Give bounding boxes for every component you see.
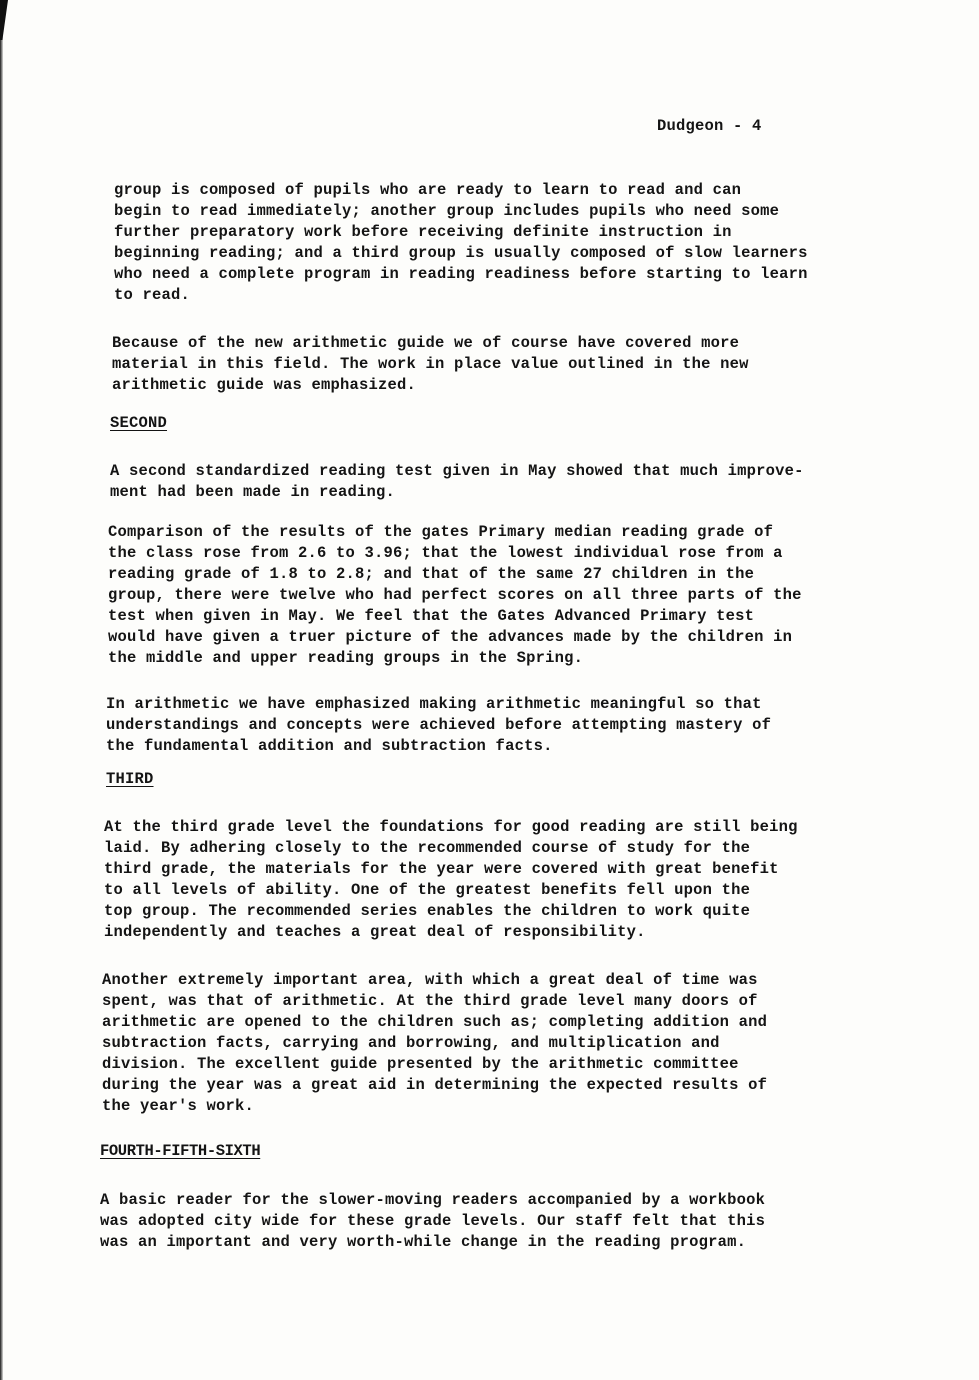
paragraph-reading-groups: group is composed of pupils who are ready to learn to read and can begin to read immediately; another group includes pupils who need some further preparatory work before receiving definite instruction in beginning reading; and a third group is usually composed of slow learners who need a complete program in reading readiness before starting to learn to read.	[114, 181, 808, 304]
paragraph-third-arithmetic: Another extremely important area, with which a great deal of time was spent, was that of arithmetic. At the third grade level many doors of arithmetic are opened to the children such as; completing addition and subtraction facts, carrying and borrowing, and multiplication and division. The excellent guide presented by the arithmetic committee during the year was a great aid in determining the expected results of the year's work.	[102, 971, 768, 1115]
heading-second: SECOND	[110, 414, 168, 432]
paragraph-second-reading-test: A second standardized reading test given in May showed that much improve- ment had been made in reading.	[110, 462, 804, 501]
paragraph-second-comparison: Comparison of the results of the gates Primary median reading grade of the class rose from 2.6 to 3.96; that the lowest individual rose from a reading grade of 1.8 to 2.8; and that of the same 27 children in the group, there were twelve who had perfect scores on all three parts of the test when given in May. We feel that the Gates Advanced Primary test would have given a truer picture of the advances made by the children in the middle and upper reading groups in the Spring.	[108, 523, 802, 667]
paragraph-basic-reader: A basic reader for the slower-moving readers accompanied by a workbook was adopted city wide for these grade levels. Our staff felt that this was an important and very worth-while change in the reading program.	[100, 1191, 766, 1251]
heading-fourth-fifth-sixth: FOURTH-FIFTH-SIXTH	[100, 1142, 261, 1160]
paragraph-arithmetic-guide: Because of the new arithmetic guide we of course have covered more material in this field. The work in place value outlined in the new arithmetic guide was emphasized.	[112, 334, 749, 394]
page-header: Dudgeon - 4	[657, 117, 762, 135]
page-edge-shadow	[0, 0, 3, 1380]
page-edge-mark	[0, 0, 8, 40]
paragraph-second-arithmetic: In arithmetic we have emphasized making arithmetic meaningful so that understandings and concepts were achieved before attempting mastery of the fundamental addition and subtraction facts.	[106, 695, 772, 755]
paragraph-third-reading: At the third grade level the foundations for good reading are still being laid. By adhering closely to the recommended course of study for the third grade, the materials for the year were covered with great benefit to all levels of ability. One of the greatest benefits fell upon the top group. The recommended series enables the children to work quite independently and teaches a great deal of responsibility.	[104, 818, 798, 941]
heading-third: THIRD	[106, 770, 154, 788]
